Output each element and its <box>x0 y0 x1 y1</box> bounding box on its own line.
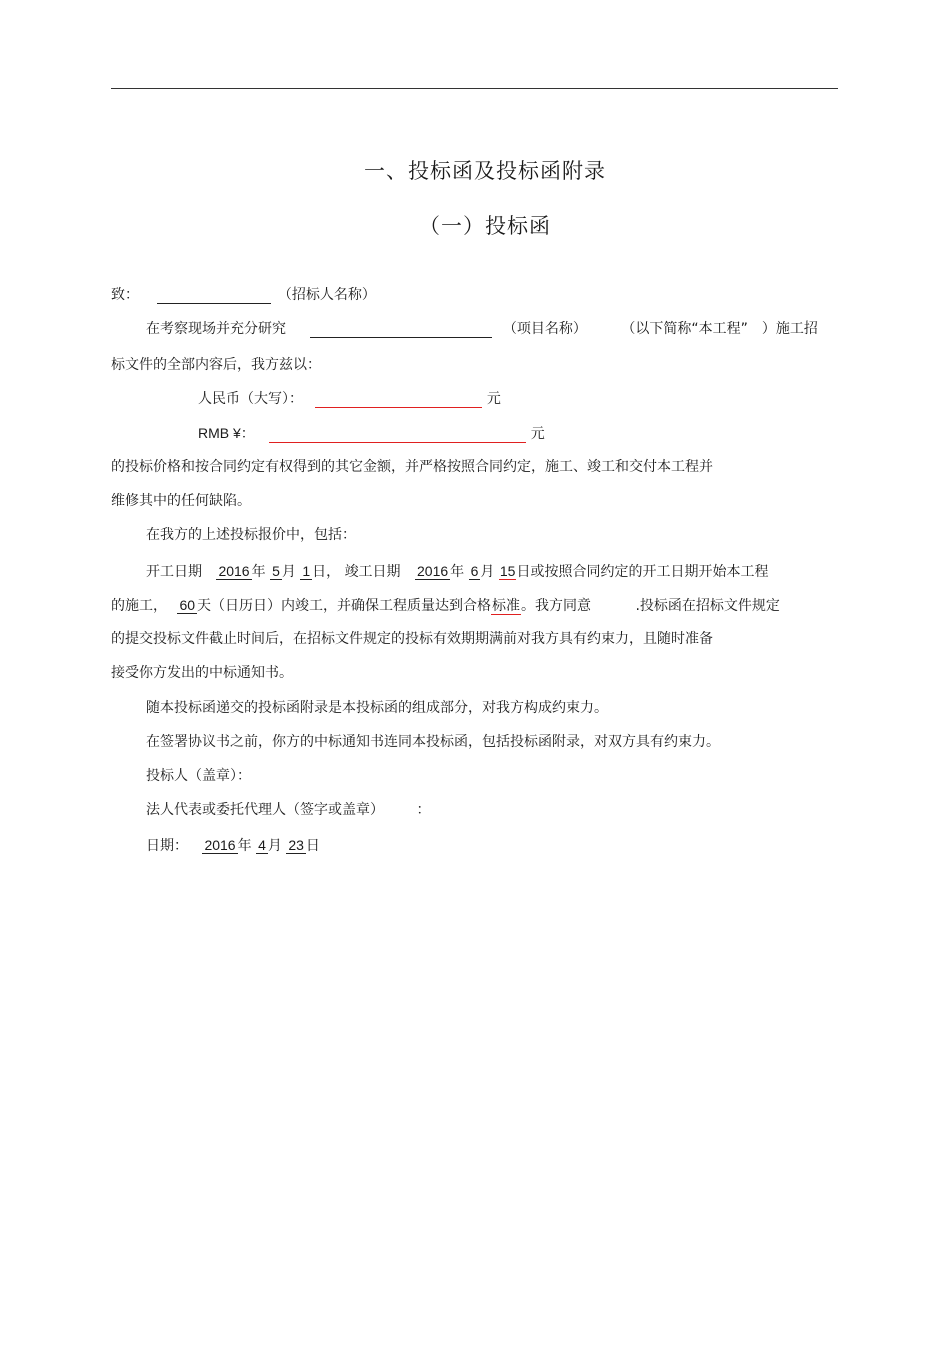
year-char: 年 <box>251 564 266 580</box>
date-month: 4 <box>258 837 266 853</box>
study-line <box>146 320 818 338</box>
rmb-cn-label: 人民币（大写）： <box>198 391 303 407</box>
yuan-unit-2: 元 <box>530 426 545 442</box>
start-year: 2016 <box>218 563 250 579</box>
recipient-blank[interactable] <box>157 288 271 304</box>
project-name-hint: （项目名称） <box>502 321 587 337</box>
rmb-line <box>198 424 545 443</box>
date-month-char: 月 <box>267 838 282 854</box>
rmb-amount-blank[interactable] <box>269 427 526 443</box>
document-heading: 一、投标函及投标函附录 <box>364 159 606 183</box>
includes-line: 在我方的上述投标报价中，包括： <box>146 527 356 543</box>
appendix-line: 随本投标函递交的投标函附录是本投标函的组成部分，对我方构成约束力。 <box>146 700 608 716</box>
schedule-line <box>146 562 768 581</box>
price-line: 的投标价格和按合同约定有权得到的其它金额，并严格按照合同约定，施工、竣工和交付本工程并 <box>111 459 713 475</box>
schedule-tail: 日或按照合同约定的开工日期开始本工程 <box>516 564 769 580</box>
month-char-2: 月 <box>480 564 495 580</box>
date-year-char: 年 <box>237 838 252 854</box>
quality-text: 天（日历日）内竣工，并确保工程质量达到合格 <box>197 598 492 614</box>
year-char-2: 年 <box>450 564 465 580</box>
rmb-label: RMB ¥： <box>198 425 255 441</box>
section-subheading: （一）投标函 <box>419 214 551 238</box>
start-day: 1 <box>302 563 311 579</box>
recipient-hint: （招标人名称） <box>277 287 376 303</box>
start-label: 开工日期 <box>146 564 202 580</box>
duration-days: 60 <box>179 597 196 613</box>
rmb-cn-blank[interactable] <box>315 392 482 408</box>
representative-line <box>146 801 430 819</box>
study-text: 在考察现场并充分研究 <box>146 321 286 337</box>
rmb-cn-line <box>198 390 501 408</box>
duration-line <box>111 596 780 615</box>
agree-text: 。我方同意 <box>521 598 592 614</box>
abbrev-text: （以下简称“本工程” ）施工招 <box>621 321 818 337</box>
day-char: 日， <box>312 564 341 580</box>
standard-text: 标准 <box>492 598 521 614</box>
yuan-unit: 元 <box>486 391 501 407</box>
recipient-line <box>111 286 376 304</box>
finish-month: 6 <box>470 563 479 579</box>
header-rule <box>111 88 838 89</box>
tender-docs-line: 标文件的全部内容后，我方兹以： <box>111 357 321 373</box>
construction-text: 的施工， <box>111 598 167 614</box>
project-name-blank[interactable] <box>310 322 492 338</box>
month-char: 月 <box>281 564 296 580</box>
date-day: 23 <box>288 837 304 853</box>
representative-label: 法人代表或委托代理人（签字或盖章） <box>146 802 384 818</box>
deadline-line: 的提交投标文件截止时间后，在招标文件规定的投标有效期期满前对我方具有约束力，且随时准备 <box>111 631 713 647</box>
bidder-seal-line: 投标人（盖章）： <box>146 768 251 784</box>
date-label: 日期： <box>146 838 188 854</box>
validity-text: .投标函在招标文件规定 <box>635 598 780 614</box>
representative-colon: ： <box>416 802 431 818</box>
finish-label: 竣工日期 <box>344 564 401 580</box>
date-line <box>146 836 320 855</box>
date-day-char: 日 <box>305 838 320 854</box>
to-label: 致： <box>111 287 139 303</box>
award-notice-line: 接受你方发出的中标通知书。 <box>111 665 293 681</box>
finish-year: 2016 <box>417 563 449 579</box>
date-year: 2016 <box>204 837 236 853</box>
repair-line: 维修其中的任何缺陷。 <box>111 493 251 509</box>
start-month: 5 <box>272 563 280 579</box>
agreement-line: 在签署协议书之前，你方的中标通知书连同本投标函，包括投标函附录，对双方具有约束力。 <box>146 734 720 750</box>
finish-day: 15 <box>499 563 516 579</box>
